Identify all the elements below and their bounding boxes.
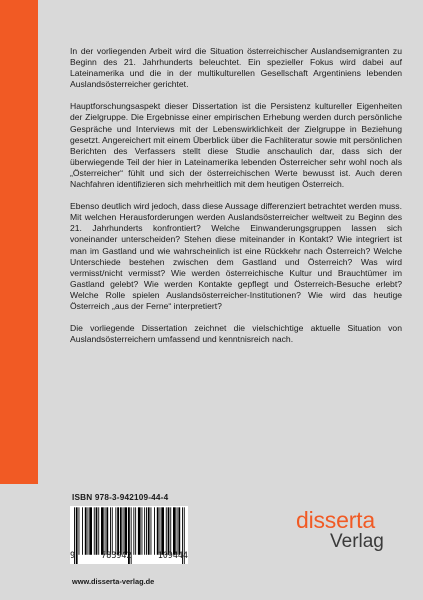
barcode-digit-lead: 9 <box>70 550 76 560</box>
barcode-bar <box>79 507 80 554</box>
barcode-bar <box>170 507 171 554</box>
barcode-bar <box>157 507 159 554</box>
barcode-bar <box>151 507 152 554</box>
barcode-bar <box>112 507 113 554</box>
barcode-bar <box>138 507 141 554</box>
barcode-bar <box>148 507 150 554</box>
publisher-name: disserta <box>296 507 375 533</box>
barcode-digits <box>70 550 188 560</box>
barcode-bar <box>101 507 104 554</box>
barcode-bar <box>105 507 106 554</box>
barcode-bar <box>88 507 89 554</box>
strip-bottom <box>0 484 38 600</box>
barcode-bar <box>166 507 167 554</box>
barcode-bar <box>142 507 143 554</box>
barcode-bar <box>160 507 161 554</box>
barcode-bar <box>168 507 170 554</box>
barcode-bar <box>117 507 119 554</box>
barcode-bar <box>178 507 180 554</box>
barcode-digit-left: 783942 <box>101 550 132 560</box>
barcode-bar <box>115 507 116 554</box>
barcode-bar <box>96 507 98 554</box>
publisher-subtitle: Verlag <box>330 531 384 552</box>
barcode-bar <box>144 507 145 554</box>
paragraph-3: Ebenso deutlich wird jedoch, dass diese Aussage differenziert betrachtet werden muss. Mit welchen Herausforderungen werden Auslandsösterreicher weltweit zu Beginn des 21. Jahrhunderts konfrontiert? Welche Einwanderungsgruppen lassen sich voneinander unterscheiden? Stehen diese miteinander in Kontakt? Wie integriert ist man im Gastland und wie wahrscheinlich ist eine Rückkehr nach Österreich? Welche Unterschiede bestehen zwischen dem Gastland und Österreich? Was wird vermisst/nicht vermisst? Wie werden österreichische Kultur und Brauchtümer im Gastland gelebt? Wie werden Kontakte gepflegt und Österreich-Besuche erlebt? Welche Rolle spielen Auslandsösterreicher-Institutionen? Wie wird das heutige Österreich „aus der Ferne“ interpretiert? <box>70 201 402 311</box>
barcode-bar <box>124 507 127 554</box>
barcode-bar <box>177 507 178 554</box>
barcode-bar <box>133 507 134 554</box>
barcode-bar <box>154 507 155 554</box>
barcode-bar <box>173 507 176 554</box>
barcode-bar <box>85 507 87 554</box>
paragraph-4: Die vorliegende Dissertation zeichnet die vielschichtige aktuelle Situation von Auslandsösterreichern umfassend und kenntnisreich nach. <box>70 323 402 345</box>
barcode-bar <box>123 507 124 554</box>
isbn-label: ISBN 978-3-942109-44-4 <box>72 493 169 502</box>
back-cover-text <box>70 46 402 356</box>
publisher-website: www.disserta-verlag.de <box>72 577 155 586</box>
barcode-bar <box>110 507 111 554</box>
barcode-bar <box>120 507 122 554</box>
barcode-bar <box>146 507 147 554</box>
barcode-bar <box>106 507 108 554</box>
publisher-logo <box>296 508 384 552</box>
barcode-digit-right: 109444 <box>157 550 188 560</box>
barcode-bar <box>94 507 95 554</box>
barcode-bar <box>161 507 164 554</box>
barcode-bar <box>135 507 136 554</box>
barcode-bar <box>98 507 99 554</box>
paragraph-1: In der vorliegenden Arbeit wird die Situation österreichischer Auslandsemigranten zu Beginn des 21. Jahrhunderts beleuchtet. Ein spezieller Fokus wird dabei auf Lateinamerika und die in der multikulturellen Gesellschaft Argentiniens lebenden Auslandsösterreicher gerichtet. <box>70 46 402 90</box>
accent-strip <box>0 0 38 484</box>
barcode-bar <box>82 507 83 554</box>
paragraph-2: Hauptforschungsaspekt dieser Dissertation ist die Persistenz kultureller Eigenheiten der Zielgruppe. Die Ergebnisse einer empirischen Erhebung werden durch persönliche Gespräche und Interviews mit der Lebenswirklichkeit der Zielgruppe in Beziehung gesetzt. Angereichert mit einem Überblick über die Fachliteratur sowie mit persönlichen Berichten des Verfassers stellt diese Studie anschaulich dar, dass sich der überwiegende Teil der hier in Lateinamerika lebenden Österreicher sehr wohl noch als „Österreicher“ fühlt und sich der österreichischen Werte bewusst ist. Auch deren Nachfahren identifizieren sich mehrheitlich mit dem heutigen Österreich. <box>70 101 402 190</box>
barcode-bar <box>89 507 92 554</box>
